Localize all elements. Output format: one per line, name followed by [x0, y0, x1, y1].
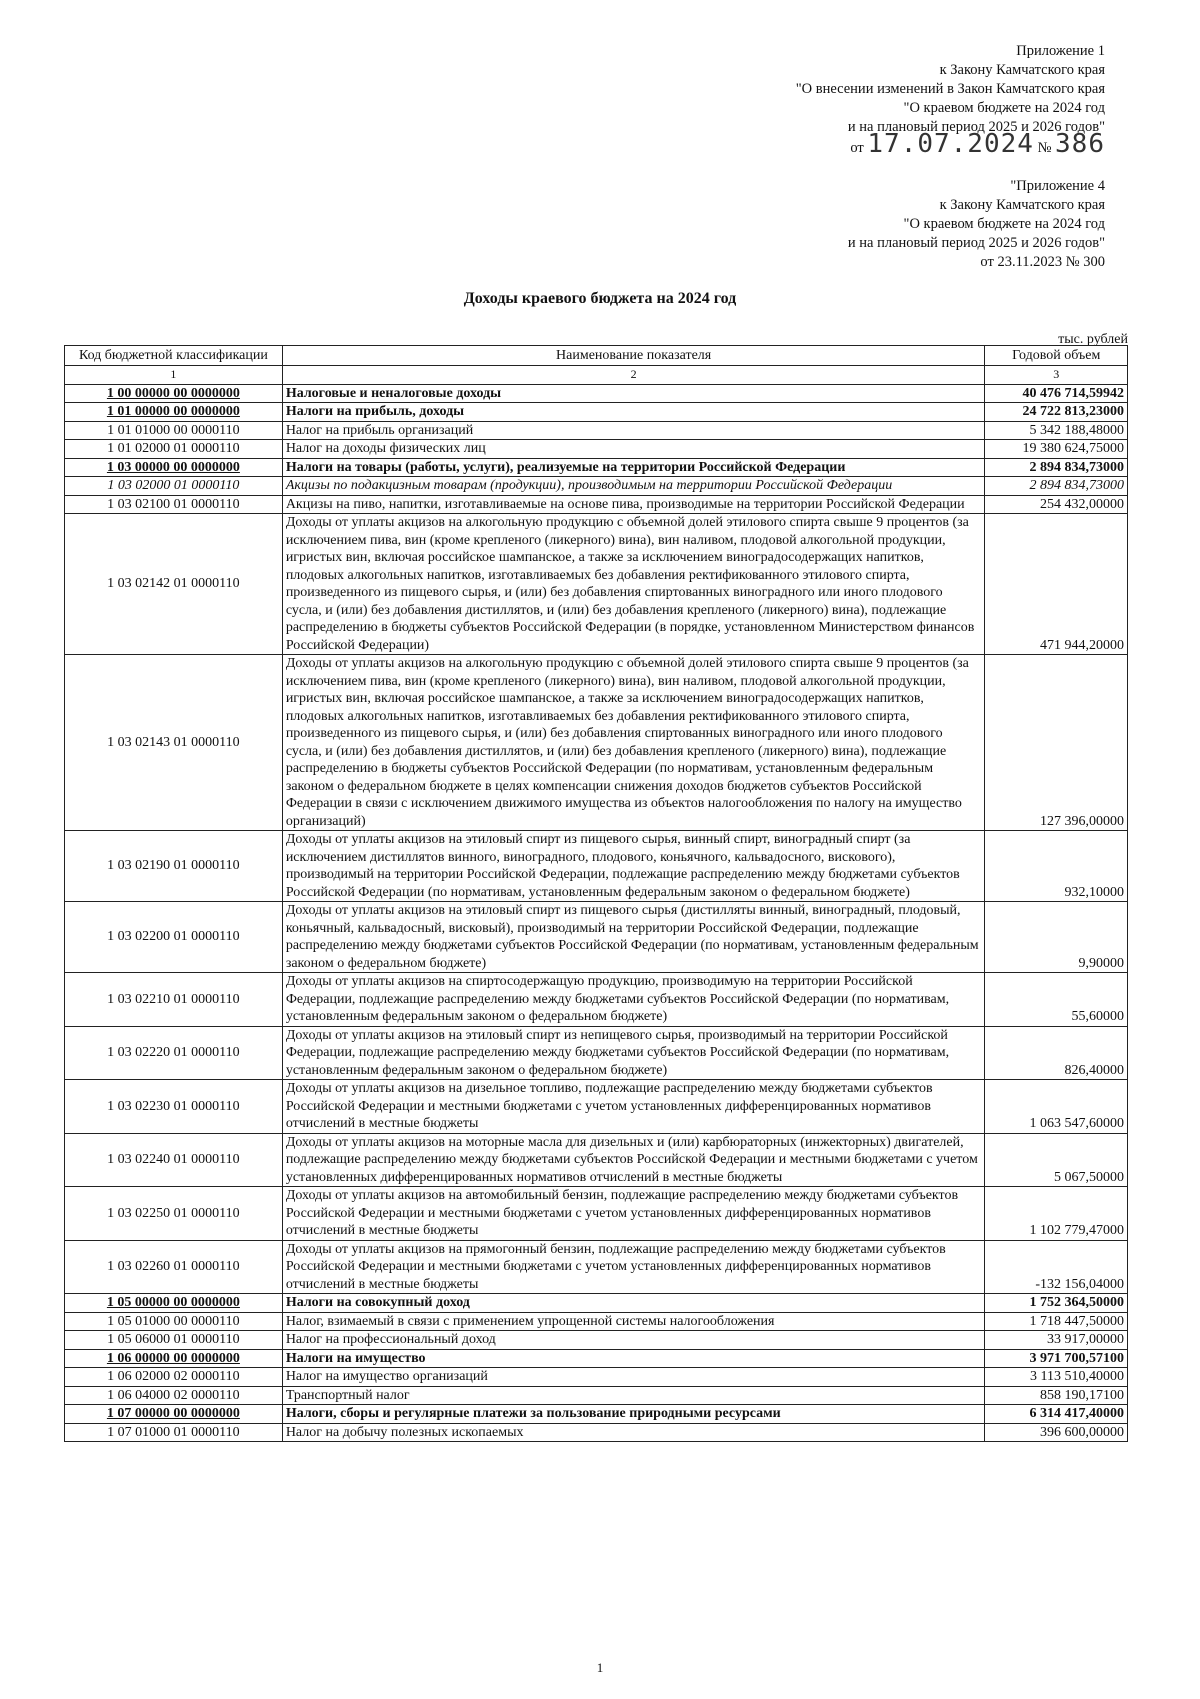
- row-value: 858 190,17100: [985, 1386, 1128, 1405]
- row-value: 19 380 624,75000: [985, 440, 1128, 459]
- row-value: 3 971 700,57100: [985, 1349, 1128, 1368]
- row-code: 1 07 00000 00 0000000: [65, 1405, 283, 1424]
- row-code: 1 03 02000 01 0000110: [65, 477, 283, 496]
- table-row: [65, 1240, 1128, 1294]
- row-value: 2 894 834,73000: [985, 477, 1128, 496]
- table-row: [65, 458, 1128, 477]
- row-value: 396 600,00000: [985, 1423, 1128, 1442]
- budget-revenue-table: [64, 345, 1128, 1442]
- row-code: 1 05 01000 00 0000110: [65, 1312, 283, 1331]
- row-code: 1 07 01000 01 0000110: [65, 1423, 283, 1442]
- header2-line5: от 23.11.2023 № 300: [980, 254, 1105, 270]
- table-row: [65, 440, 1128, 459]
- row-name: Налоги на имущество: [282, 1349, 985, 1368]
- table-row: [65, 973, 1128, 1027]
- header2-line3: "О краевом бюджете на 2024 год: [903, 216, 1105, 232]
- row-code: 1 03 02142 01 0000110: [65, 514, 283, 655]
- row-code: 1 06 04000 02 0000110: [65, 1386, 283, 1405]
- table-row: [65, 1080, 1128, 1134]
- row-value: 471 944,20000: [985, 514, 1128, 655]
- table-row: [65, 1294, 1128, 1313]
- colnum-2: 2: [282, 366, 985, 385]
- table-row: [65, 902, 1128, 973]
- header-value: Годовой объем: [985, 346, 1128, 366]
- table-row: [65, 403, 1128, 422]
- header2-line4: и на плановый период 2025 и 2026 годов": [847, 235, 1105, 251]
- row-value: 40 476 714,59942: [985, 384, 1128, 403]
- row-code: 1 03 02260 01 0000110: [65, 1240, 283, 1294]
- header2-line2: к Закону Камчатского края: [939, 197, 1105, 213]
- row-value: 55,60000: [985, 973, 1128, 1027]
- row-code: 1 03 00000 00 0000000: [65, 458, 283, 477]
- row-value: 1 063 547,60000: [985, 1080, 1128, 1134]
- row-name: Налог на добычу полезных ископаемых: [282, 1423, 985, 1442]
- row-name: Налог, взимаемый в связи с применением упрощенной системы налогообложения: [282, 1312, 985, 1331]
- units-label: тыс. рублей: [1058, 332, 1128, 347]
- row-name: Налоги, сборы и регулярные платежи за пользование природными ресурсами: [282, 1405, 985, 1424]
- row-name: Доходы от уплаты акцизов на алкогольную продукцию с объемной долей этилового спирта свыше 9 процентов (за исключением пива, вин (кроме крепленого (ликерного) вина), вин наливом, плодовой алкогольной продукции, игристых вин, включая российское шампанское, а также за исключением виноградосодержащих напитков, плодовых алкогольных напитков, изготавливаемых без добавления ректификованного этилового спирта, произведенного из пищевого сырья, и (или) без добавления спиртованных виноградного или иного плодового сусла, и (или) без добавления дистиллятов, и (или) без добавления крепленого (ликерного) вина), подлежащие распределению в бюджеты субъектов Российской Федерации (в порядке, установленном Министерством финансов Российской Федерации): [282, 514, 985, 655]
- header1-date-stamp: 17.07.2024: [867, 129, 1034, 159]
- row-name: Транспортный налог: [282, 1386, 985, 1405]
- row-code: 1 03 02210 01 0000110: [65, 973, 283, 1027]
- row-value: 1 718 447,50000: [985, 1312, 1128, 1331]
- row-code: 1 01 00000 00 0000000: [65, 403, 283, 422]
- row-name: Акцизы на пиво, напитки, изготавливаемые на основе пива, производимые на территории Российской Федерации: [282, 495, 985, 514]
- row-value: 33 917,00000: [985, 1331, 1128, 1350]
- row-name: Доходы от уплаты акцизов на дизельное топливо, подлежащие распределению между бюджетами субъектов Российской Федерации и местными бюджетами с учетом установленных дифференцированных нормативов отчислений в местные бюджеты: [282, 1080, 985, 1134]
- row-name: Налоги на товары (работы, услуги), реализуемые на территории Российской Федерации: [282, 458, 985, 477]
- header1-line2: к Закону Камчатского края: [939, 62, 1105, 78]
- appendix-1-header: [796, 42, 1105, 158]
- row-name: Акцизы по подакцизным товарам (продукции), производимым на территории Российской Федерации: [282, 477, 985, 496]
- row-name: Доходы от уплаты акцизов на автомобильный бензин, подлежащие распределению между бюджетами субъектов Российской Федерации и местными бюджетами с учетом установленных дифференцированных нормативов отчислений в местные бюджеты: [282, 1187, 985, 1241]
- row-name: Налог на профессиональный доход: [282, 1331, 985, 1350]
- row-value: 6 314 417,40000: [985, 1405, 1128, 1424]
- row-code: 1 03 02230 01 0000110: [65, 1080, 283, 1134]
- table-row: [65, 1386, 1128, 1405]
- header-name: Наименование показателя: [282, 346, 985, 366]
- table-row: [65, 1312, 1128, 1331]
- row-code: 1 06 02000 02 0000110: [65, 1368, 283, 1387]
- row-name: Налог на доходы физических лиц: [282, 440, 985, 459]
- header1-line5: и на плановый период 2025 и 2026 годов": [847, 119, 1105, 135]
- row-value: 3 113 510,40000: [985, 1368, 1128, 1387]
- row-code: 1 03 02190 01 0000110: [65, 831, 283, 902]
- table-row: [65, 421, 1128, 440]
- header1-date-line: [796, 129, 1105, 159]
- row-value: 9,90000: [985, 902, 1128, 973]
- row-name: Доходы от уплаты акцизов на этиловый спирт из пищевого сырья, винный спирт, виноградный спирт (за исключением дистиллятов винного, виноградного, плодового, коньячного, кальвадосного, вискового), производимый на территории Российской Федерации, подлежащие распределению между бюджетами субъектов Российской Федерации (по нормативам, установленным федеральным законом о федеральном бюджете): [282, 831, 985, 902]
- table-row: [65, 1026, 1128, 1080]
- row-code: 1 03 02250 01 0000110: [65, 1187, 283, 1241]
- colnum-3: 3: [985, 366, 1128, 385]
- row-name: Налоги на прибыль, доходы: [282, 403, 985, 422]
- header2-line1: "Приложение 4: [1010, 178, 1105, 194]
- row-value: 1 752 364,50000: [985, 1294, 1128, 1313]
- header1-number-stamp: 386: [1055, 129, 1105, 159]
- row-value: -132 156,04000: [985, 1240, 1128, 1294]
- row-value: 1 102 779,47000: [985, 1187, 1128, 1241]
- row-code: 1 03 02240 01 0000110: [65, 1133, 283, 1187]
- row-name: Доходы от уплаты акцизов на алкогольную продукцию с объемной долей этилового спирта свыше 9 процентов (за исключением пива, вин (кроме крепленого (ликерного) вина), вин наливом, плодовой алкогольной продукции, игристых вин, включая российское шампанское, а также за исключением виноградосодержащих напитков, плодовых алкогольных напитков, изготавливаемых без добавления ректификованного этилового спирта, произведенного из пищевого сырья, и (или) без добавления спиртованных виноградного или иного плодового сусла, и (или) без добавления дистиллятов, и (или) без добавления крепленого (ликерного) вина), подлежащие распределению в бюджеты субъектов Российской Федерации (по нормативам, установленным федеральным законом о федеральном бюджете в целях компенсации снижения доходов бюджетов субъектов Российской Федерации в связи с исключением движимого имущества из объектов налогообложения по налогу на имущество организаций): [282, 655, 985, 831]
- row-value: 932,10000: [985, 831, 1128, 902]
- table-row: [65, 1187, 1128, 1241]
- row-value: 2 894 834,73000: [985, 458, 1128, 477]
- row-name: Доходы от уплаты акцизов на этиловый спирт из непищевого сырья, производимый на территории Российской Федерации, подлежащие распределению между бюджетами субъектов Российской Федерации (по нормативам, установленным федеральным законом о федеральном бюджете): [282, 1026, 985, 1080]
- table-row: [65, 655, 1128, 831]
- table-row: [65, 495, 1128, 514]
- row-value: 5 067,50000: [985, 1133, 1128, 1187]
- row-value: 5 342 188,48000: [985, 421, 1128, 440]
- table-row: [65, 477, 1128, 496]
- column-number-row: [65, 366, 1128, 385]
- header-code: Код бюджетной классификации: [65, 346, 283, 366]
- row-name: Налог на прибыль организаций: [282, 421, 985, 440]
- row-name: Налог на имущество организаций: [282, 1368, 985, 1387]
- row-name: Доходы от уплаты акцизов на прямогонный бензин, подлежащие распределению между бюджетами субъектов Российской Федерации и местными бюджетами с учетом установленных дифференцированных нормативов отчислений в местные бюджеты: [282, 1240, 985, 1294]
- table-row: [65, 1133, 1128, 1187]
- table-header-row: [65, 346, 1128, 366]
- table-row: [65, 384, 1128, 403]
- row-value: 127 396,00000: [985, 655, 1128, 831]
- row-code: 1 00 00000 00 0000000: [65, 384, 283, 403]
- header1-date-prefix: от: [850, 140, 864, 156]
- table-row: [65, 1405, 1128, 1424]
- row-value: 24 722 813,23000: [985, 403, 1128, 422]
- row-value: 826,40000: [985, 1026, 1128, 1080]
- row-name: Доходы от уплаты акцизов на моторные масла для дизельных и (или) карбюраторных (инжекторных) двигателей, подлежащие распределению между бюджетами субъектов Российской Федерации и местными бюджетами с учетом установленных дифференцированных нормативов отчислений в местные бюджеты: [282, 1133, 985, 1187]
- row-code: 1 03 02220 01 0000110: [65, 1026, 283, 1080]
- document-title: Доходы краевого бюджета на 2024 год: [463, 290, 737, 307]
- table-row: [65, 1368, 1128, 1387]
- table-row: [65, 1331, 1128, 1350]
- table-row: [65, 514, 1128, 655]
- row-name: Доходы от уплаты акцизов на этиловый спирт из пищевого сырья (дистилляты винный, виноградный, плодовый, коньячный, кальвадосный, висковый), производимый на территории Российской Федерации, подлежащие распределению между бюджетами субъектов Российской Федерации (по нормативам, установленным федеральным законом о федеральном бюджете): [282, 902, 985, 973]
- row-code: 1 05 06000 01 0000110: [65, 1331, 283, 1350]
- table-row: [65, 831, 1128, 902]
- table-row: [65, 1423, 1128, 1442]
- table-body: [65, 384, 1128, 1442]
- colnum-1: 1: [65, 366, 283, 385]
- row-value: 254 432,00000: [985, 495, 1128, 514]
- row-code: 1 03 02100 01 0000110: [65, 495, 283, 514]
- row-name: Доходы от уплаты акцизов на спиртосодержащую продукцию, производимую на территории Российской Федерации, подлежащие распределению между бюджетами субъектов Российской Федерации (по нормативам, установленным федеральным законом о федеральном бюджете): [282, 973, 985, 1027]
- table-row: [65, 1349, 1128, 1368]
- row-code: 1 01 01000 00 0000110: [65, 421, 283, 440]
- row-code: 1 05 00000 00 0000000: [65, 1294, 283, 1313]
- row-name: Налоговые и неналоговые доходы: [282, 384, 985, 403]
- header1-line4: "О краевом бюджете на 2024 год: [903, 100, 1105, 116]
- appendix-4-header: [848, 177, 1105, 272]
- header1-number-sign: №: [1037, 140, 1052, 156]
- row-name: Налоги на совокупный доход: [282, 1294, 985, 1313]
- row-code: 1 03 02200 01 0000110: [65, 902, 283, 973]
- header1-line3: "О внесении изменений в Закон Камчатского края: [795, 81, 1105, 97]
- row-code: 1 06 00000 00 0000000: [65, 1349, 283, 1368]
- header1-line1: Приложение 1: [1016, 43, 1105, 59]
- row-code: 1 03 02143 01 0000110: [65, 655, 283, 831]
- page-number: 1: [596, 1660, 604, 1675]
- row-code: 1 01 02000 01 0000110: [65, 440, 283, 459]
